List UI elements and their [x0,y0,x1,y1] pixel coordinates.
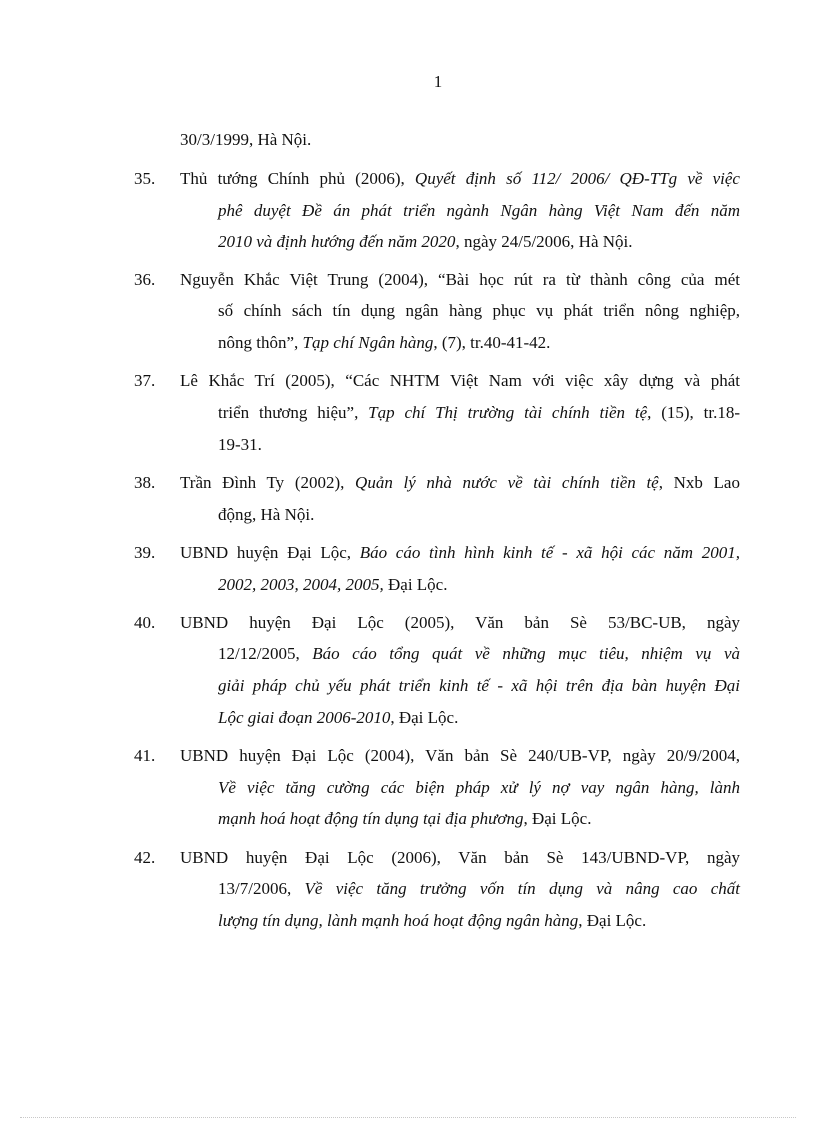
reference-number: 39. [134,543,156,562]
reference-text: triển thương hiệu”, [218,403,369,422]
reference-title-text: giải pháp chủ yếu phát triển kinh tế - xã hội trên địa bàn huyện Đại [218,676,740,695]
reference-line [180,129,311,151]
reference-number: 42. [134,848,156,867]
reference-text: , (7), tr.40-41-42. [433,333,551,352]
reference-title-text: mạnh hoá hoạt động tín dụng tại địa phương [218,809,524,828]
reference-text: , Đại Lộc. [390,708,459,727]
reference-line [180,472,740,494]
reference-text: 12/12/2005, [218,644,313,663]
reference-line [218,777,740,799]
reference-line [218,707,458,729]
reference-title-text: phê duyệt Đề án phát triển ngành Ngân hàng Việt Nam đến năm [218,201,740,220]
reference-number: 36. [134,270,156,289]
reference-title-text: Tạp chí Ngân hàng [302,333,434,352]
reference-text: 19-31. [218,435,262,454]
reference-line [218,878,740,900]
reference-text: , Đại Lộc. [523,809,592,828]
reference-number: 35. [134,169,156,188]
reference-text: Nguyễn Khắc Việt Trung (2004), “Bài học rút ra từ thành công của mét [180,270,740,289]
reference-text: , Đại Lộc. [578,911,647,930]
reference-title-text: Quản lý nhà nước về tài chính tiền tệ [355,473,659,492]
reference-text: UBND huyện Đại Lộc (2006), Văn bản Sè 143/UBND-VP, ngày [180,848,740,867]
reference-text: 30/3/1999, Hà Nội. [180,130,312,149]
reference-title-text: Về việc tăng trưởng vốn tín dụng và nâng cao chất [304,879,741,898]
reference-line [218,231,633,253]
reference-number: 40. [134,613,156,632]
reference-text: UBND huyện Đại Lộc, [180,543,360,562]
reference-line [180,612,740,634]
reference-line [180,269,740,291]
reference-line [218,332,550,354]
reference-line [180,370,740,392]
reference-line [218,910,646,932]
reference-text: , (15), tr.18- [647,403,740,422]
reference-line [180,542,740,564]
reference-text: 13/7/2006, [218,879,305,898]
reference-line [218,402,740,424]
reference-title-text: 2010 và định hướng đến năm 2020 [218,232,456,251]
reference-title-text: Về việc tăng cường các biện pháp xử lý nợ vay ngân hàng, lành [218,778,740,797]
reference-line [218,434,262,456]
page-number: 1 [433,72,443,91]
reference-text: Đại Lộc. [388,575,448,594]
reference-line [180,847,740,869]
reference-line [218,200,740,222]
reference-title-text: 2002, 2003, 2004, 2005, [218,575,388,594]
reference-title-text: Báo cáo tổng quát về những mục tiêu, nhiệm vụ và [312,644,740,663]
reference-line [180,168,740,190]
reference-text: Trần Đình Ty (2002), [180,473,356,492]
reference-line [218,574,447,596]
reference-text: , Nxb Lao [658,473,740,492]
reference-line [180,745,740,767]
reference-text: Thủ tướng Chính phủ (2006), [180,169,415,188]
reference-title-text: Tạp chí Thị trường tài chính tiền tệ [368,403,648,422]
reference-title-text: Quyết định số 112/ 2006/ QĐ-TTg về việc [414,169,740,188]
reference-number: 41. [134,746,156,765]
reference-text: số chính sách tín dụng ngân hàng phục vụ phát triển nông nghiệp, [218,301,740,320]
reference-title-text: Báo cáo tình hình kinh tế - xã hội các năm 2001, [359,543,740,562]
reference-number: 38. [134,473,156,492]
reference-text: Lê Khắc Trí (2005), “Các NHTM Việt Nam với việc xây dựng và phát [180,371,740,390]
page-bottom-divider [20,1117,796,1118]
reference-title-text: lượng tín dụng, lành mạnh hoá hoạt động ngân hàng [218,911,579,930]
reference-text: nông thôn”, [218,333,303,352]
reference-line [218,643,740,665]
reference-line [218,675,740,697]
reference-line [218,504,314,526]
reference-text: động, Hà Nội. [218,505,315,524]
reference-title-text: Lộc giai đoạn 2006-2010 [218,708,391,727]
reference-line [218,300,740,322]
reference-line [218,808,591,830]
reference-text: UBND huyện Đại Lộc (2004), Văn bản Sè 240/UB-VP, ngày 20/9/2004, [180,746,740,765]
reference-number: 37. [134,371,156,390]
reference-text: UBND huyện Đại Lộc (2005), Văn bản Sè 53/BC-UB, ngày [180,613,740,632]
reference-text: , ngày 24/5/2006, Hà Nội. [455,232,633,251]
